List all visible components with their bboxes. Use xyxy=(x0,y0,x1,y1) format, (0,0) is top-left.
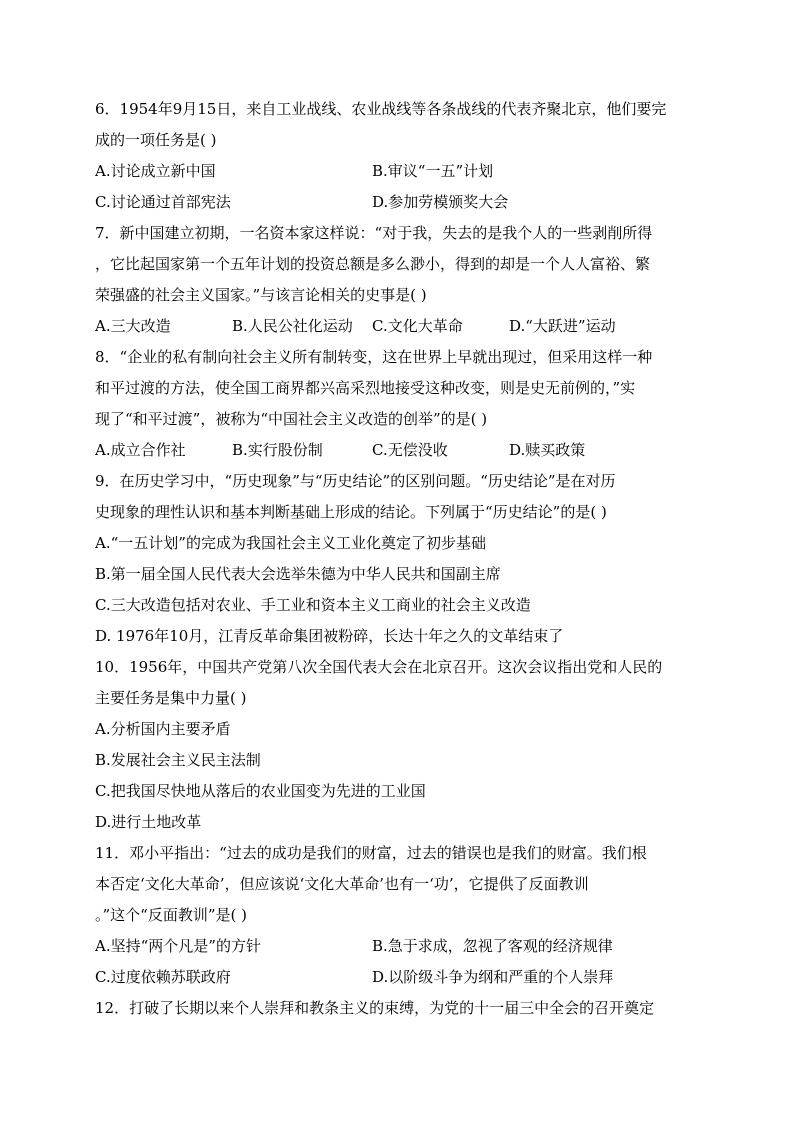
option-c: C.讨论通过首部宪法 xyxy=(95,193,231,211)
question-9 xyxy=(95,466,699,652)
option-b: B.第一届全国人民代表大会选举朱德为中华人民共和国副主席 xyxy=(95,565,501,583)
question-text: 现了“和平过渡”，被称为“中国社会主义改造的创举”的是( ) xyxy=(95,410,488,428)
options-row xyxy=(95,435,699,466)
question-text: 10．1956年，中国共产党第八次全国代表大会在北京召开。这次会议指出党和人民的 xyxy=(95,658,663,676)
options-row xyxy=(95,962,699,993)
option-d: D.赎买政策 xyxy=(509,441,586,459)
options-row xyxy=(95,311,699,342)
option-d: D.进行土地改革 xyxy=(95,813,202,831)
question-text: 9．在历史学习中，“历史现象”与“历史结论”的区别问题。“历史结论”是在对历 xyxy=(95,472,616,490)
options-row xyxy=(95,931,699,962)
option-b: B.急于求成，忽视了客观的经济规律 xyxy=(372,937,613,955)
options-row xyxy=(95,156,699,187)
option-d: D.参加劳模颁奖大会 xyxy=(372,193,509,211)
option-a: A.分析国内主要矛盾 xyxy=(95,720,231,738)
option-c: C.文化大革命 xyxy=(372,317,463,335)
question-6 xyxy=(95,94,699,218)
question-text: 7．新中国建立初期，一名资本家这样说：“对于我，失去的是我个人的一些剥削所得 xyxy=(95,224,653,242)
question-text: 史现象的理性认识和基本判断基础上形成的结论。下列属于“历史结论”的是( ) xyxy=(95,503,607,521)
option-d: D. 1976年10月，江青反革命集团被粉碎，长达十年之久的文革结束了 xyxy=(95,627,564,645)
option-d: D.以阶级斗争为纲和严重的个人崇拜 xyxy=(372,968,614,986)
question-text: 成的一项任务是( ) xyxy=(95,131,217,149)
options-row xyxy=(95,187,699,218)
option-a: A.讨论成立新中国 xyxy=(95,162,216,180)
question-7 xyxy=(95,218,699,342)
question-8 xyxy=(95,342,699,466)
option-c: C.过度依赖苏联政府 xyxy=(95,968,231,986)
question-10 xyxy=(95,652,699,838)
option-a: A.成立合作社 xyxy=(95,441,186,459)
question-11 xyxy=(95,838,699,993)
question-text: 12．打破了长期以来个人崇拜和教条主义的束缚，为党的十一届三中全会的召开奠定 xyxy=(95,999,655,1017)
exam-page xyxy=(95,94,699,1024)
option-c: C.三大改造包括对农业、手工业和资本主义工商业的社会主义改造 xyxy=(95,596,531,614)
option-b: B.发展社会主义民主法制 xyxy=(95,751,261,769)
question-text: ，它比起国家第一个五年计划的投资总额是多么渺小，得到的却是一个人人富裕、繁 xyxy=(95,255,651,273)
question-text: 8．“企业的私有制向社会主义所有制转变，这在世界上早就出现过，但采用这样一种 xyxy=(95,348,653,366)
question-text: 和平过渡的方法，使全国工商界都兴高采烈地接受这种改变，则是史无前例的，”实 xyxy=(95,379,636,397)
option-a: A.三大改造 xyxy=(95,317,171,335)
option-c: C.无偿没收 xyxy=(372,441,448,459)
question-text: 主要任务是集中力量( ) xyxy=(95,689,247,707)
option-b: B.审议“一五”计划 xyxy=(372,162,494,180)
question-text: 荣强盛的社会主义国家。”与该言论相关的史事是( ) xyxy=(95,286,427,304)
option-a: A.“一五计划”的完成为我国社会主义工业化奠定了初步基础 xyxy=(95,534,486,552)
question-text: 11．邓小平指出：“过去的成功是我们的财富，过去的错误也是我们的财富。我们根 xyxy=(95,844,647,862)
option-c: C.把我国尽快地从落后的农业国变为先进的工业国 xyxy=(95,782,426,800)
question-12 xyxy=(95,993,699,1024)
option-a: A.坚持“两个凡是”的方针 xyxy=(95,937,261,955)
option-d: D.“大跃进”运动 xyxy=(509,317,616,335)
question-text: 。”这个“反面教训”是( ) xyxy=(95,906,247,924)
option-b: B.实行股份制 xyxy=(232,441,323,459)
option-b: B.人民公社化运动 xyxy=(232,317,353,335)
question-text: 6．1954年9月15日，来自工业战线、农业战线等各条战线的代表齐聚北京，他们要完 xyxy=(95,100,667,118)
question-text: 本否定‘文化大革命’，但应该说‘文化大革命’也有一‘功’，它提供了反面教训 xyxy=(95,875,589,893)
